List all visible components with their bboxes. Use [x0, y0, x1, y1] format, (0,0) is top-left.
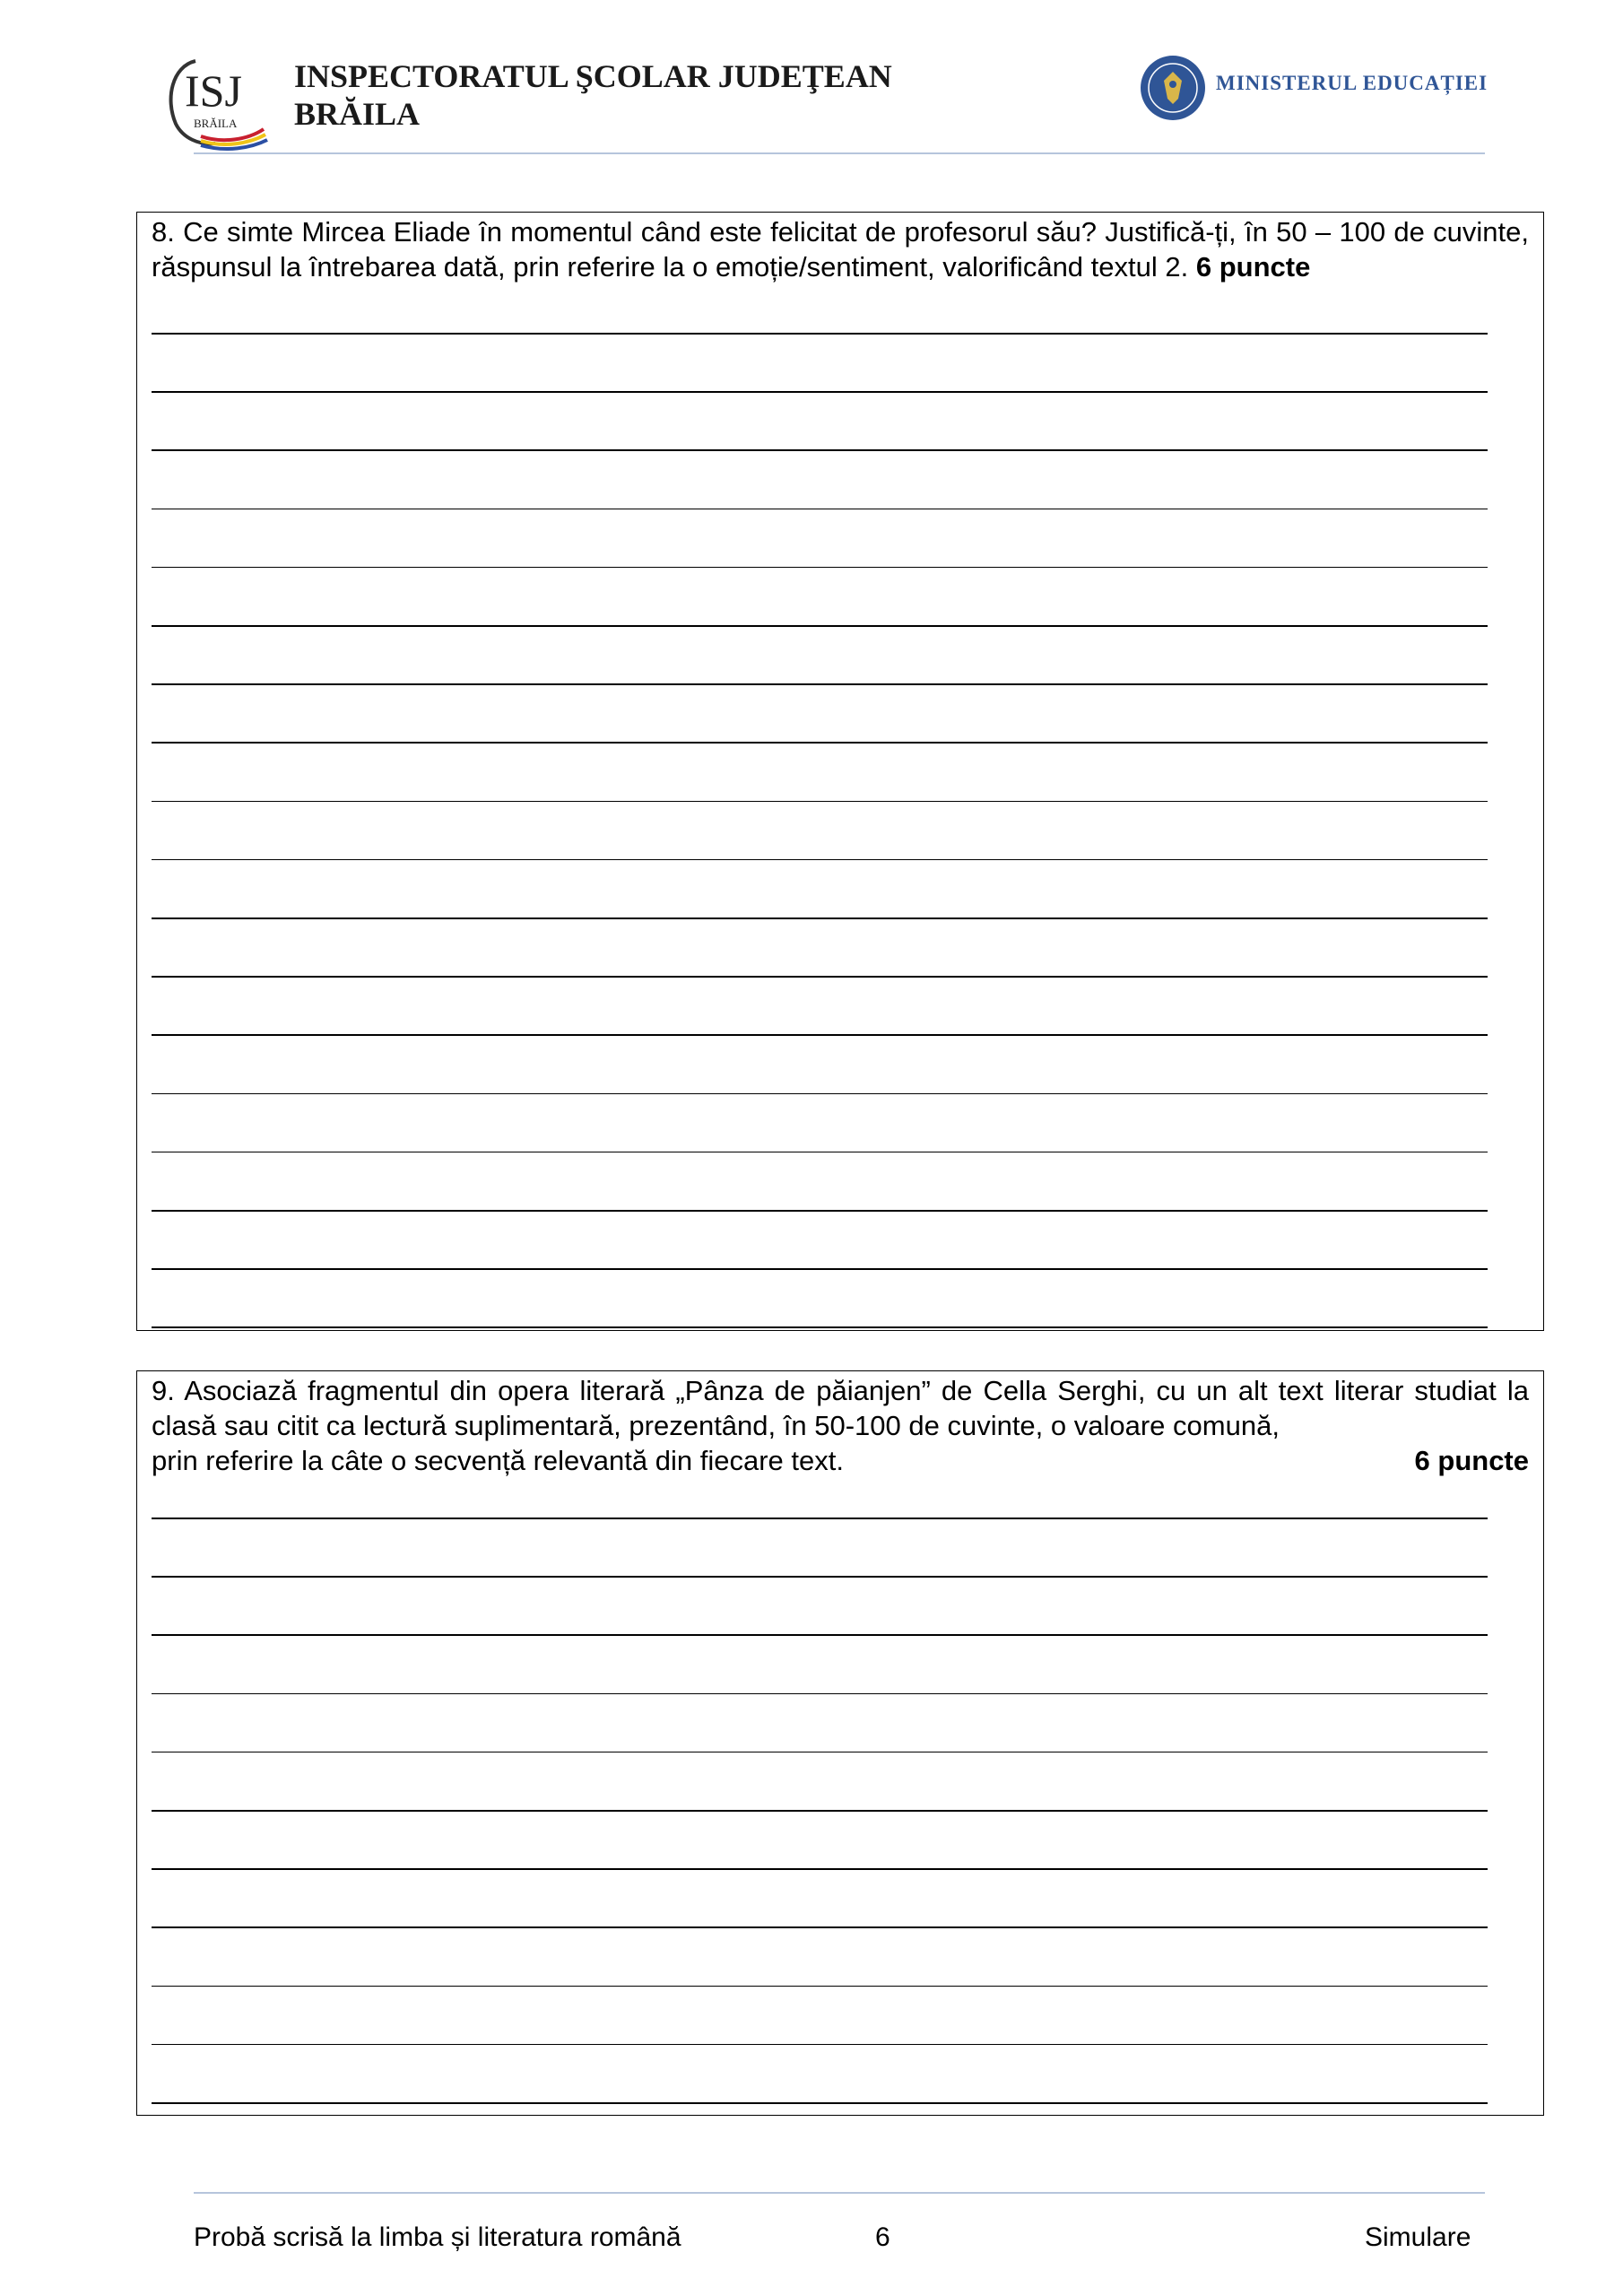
question-8-prompt: 8. Ce simte Mircea Eliade în momentul când este felicitat de profesorul său? Justifică-ți, în 50 – 100 de cuvinte, răspunsul la întrebarea dată, prin referire la o emoție/sentiment, valorificând textul 2.: [152, 216, 1529, 283]
answer-line[interactable]: [152, 1986, 1488, 1987]
question-8-points: 6 puncte: [1195, 251, 1311, 283]
answer-line[interactable]: [152, 1926, 1488, 1928]
answer-line[interactable]: [152, 449, 1488, 451]
footer-page-number: 6: [875, 2222, 890, 2252]
question-9-prompt-end: prin referire la câte o secvență relevantă din fiecare text.: [152, 1445, 844, 1476]
question-9-box: [136, 1370, 1544, 2116]
answer-line[interactable]: [152, 1752, 1488, 1753]
answer-line[interactable]: [152, 1034, 1488, 1036]
answer-line[interactable]: [152, 1810, 1488, 1812]
institution-line-1: INSPECTORATUL ŞCOLAR JUDEŢEAN: [294, 58, 892, 94]
answer-line[interactable]: [152, 859, 1488, 861]
answer-line[interactable]: [152, 1152, 1488, 1153]
answer-line[interactable]: [152, 1210, 1488, 1212]
answer-line[interactable]: [152, 1634, 1488, 1636]
answer-line[interactable]: [152, 976, 1488, 978]
answer-line[interactable]: [152, 333, 1488, 335]
answer-line[interactable]: [152, 742, 1488, 744]
isj-logo: [160, 54, 276, 152]
answer-line[interactable]: [152, 625, 1488, 627]
answer-line[interactable]: [152, 1326, 1488, 1328]
institution-line-2: BRĂILA: [294, 96, 421, 132]
answer-line[interactable]: [152, 1518, 1488, 1519]
question-8-text: [152, 214, 1529, 284]
ministry-name: MINISTERUL EDUCAȚIEI: [1216, 72, 1488, 94]
isj-logo-text: ISJ: [185, 65, 242, 116]
answer-line[interactable]: [152, 683, 1488, 685]
answer-line[interactable]: [152, 2102, 1488, 2104]
answer-line[interactable]: [152, 509, 1488, 510]
answer-line[interactable]: [152, 1268, 1488, 1270]
header-divider: [194, 152, 1485, 154]
question-9-points: 6 puncte: [1414, 1445, 1529, 1476]
answer-line[interactable]: [152, 1093, 1488, 1095]
page-header: [0, 0, 1623, 161]
ministry-seal-icon: [1137, 52, 1209, 124]
answer-line[interactable]: [152, 1693, 1488, 1695]
answer-line[interactable]: [152, 918, 1488, 919]
isj-logo-subtext: BRĂILA: [194, 117, 238, 130]
answer-line[interactable]: [152, 567, 1488, 569]
footer-subject: Probă scrisă la limba și literatura română: [194, 2222, 681, 2252]
question-9-prompt: 9. Asociază fragmentul din opera literară „Pânza de păianjen” de Cella Serghi, cu un alt text literar studiat la clasă sau citit ca lectură suplimentară, prezentând, în 50-100 de cuvinte, o valoare comună,: [152, 1375, 1529, 1441]
question-9-last-line: [152, 1443, 1529, 1478]
question-9-text: [152, 1373, 1529, 1478]
footer-exam-type: Simulare: [1365, 2222, 1471, 2252]
institution-title: [294, 57, 892, 133]
footer-divider: [194, 2192, 1485, 2194]
answer-line[interactable]: [152, 1868, 1488, 1870]
answer-line[interactable]: [152, 391, 1488, 393]
answer-line[interactable]: [152, 801, 1488, 803]
question-8-box: [136, 212, 1544, 1331]
answer-line[interactable]: [152, 2044, 1488, 2046]
answer-line[interactable]: [152, 1576, 1488, 1578]
